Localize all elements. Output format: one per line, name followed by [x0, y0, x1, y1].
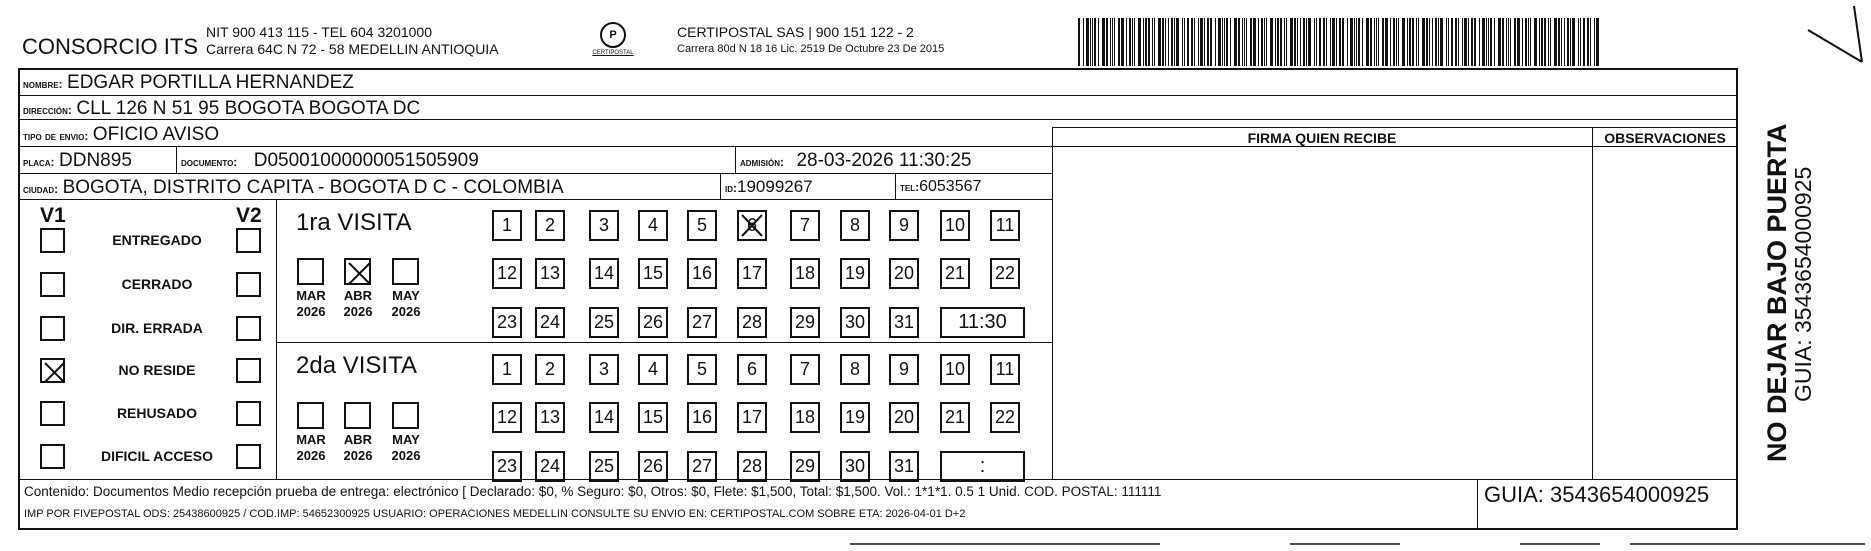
- divider: [1052, 127, 1738, 128]
- divider: [18, 173, 1052, 174]
- day-box[interactable]: 16: [687, 258, 717, 289]
- divider: [735, 146, 736, 173]
- tipo-value: OFICIO AVISO: [92, 124, 220, 145]
- status-label: CERRADO: [121, 276, 193, 292]
- divider: [895, 173, 896, 199]
- logo-text: CERTIPOSTAL: [592, 50, 634, 56]
- ciudad-row: [23, 177, 564, 199]
- contenido-text: Contenido: Documentos Medio recepción prueba de entrega: electrónico [ Declarado: $0, % Seguro: $0, Otros: $0, Flete: $1,500, Total: $1,500. Vol.: 1*1*1. 0.5 1 Unid. COD. POSTAL: 111111: [24, 484, 1162, 499]
- observaciones-header: OBSERVACIONES: [1604, 130, 1726, 146]
- v1-checkbox[interactable]: [40, 358, 65, 383]
- id-label: id:: [725, 181, 737, 195]
- day-box[interactable]: 18: [790, 258, 820, 289]
- divider: [18, 95, 1738, 96]
- day-box[interactable]: 4: [638, 210, 668, 241]
- v2-checkbox[interactable]: [236, 444, 261, 469]
- imp-text: IMP POR FIVEPOSTAL ODS: 25438600925 / COD.IMP: 54652300925 USUARIO: OPERACIONES MEDELLIN CONSULTE SU ENVIO EN: CERTIPOSTAL.COM SOBRE ETA: 2026-04-01 D+2: [24, 508, 966, 520]
- tipo-row: [23, 124, 219, 146]
- certipostal-line2: Carrera 80d N 18 16 Lic. 2519 De Octubre 23 De 2015: [677, 43, 945, 55]
- month-label: MAR 2026: [296, 288, 326, 319]
- v1-checkbox[interactable]: [40, 228, 65, 253]
- v2-checkbox[interactable]: [236, 401, 261, 426]
- day-box[interactable]: 9: [889, 354, 919, 385]
- day-box[interactable]: 31: [889, 451, 919, 482]
- day-box[interactable]: 20: [889, 402, 919, 433]
- v1-header: V1: [40, 204, 66, 227]
- month-label: MAY 2026: [391, 288, 421, 319]
- month-checkbox[interactable]: [344, 402, 371, 429]
- admision-row: [740, 150, 971, 172]
- day-box[interactable]: 10: [940, 354, 970, 385]
- day-box[interactable]: 27: [687, 307, 717, 338]
- day-box[interactable]: 24: [535, 307, 565, 338]
- divider: [18, 146, 1052, 147]
- v1-checkbox[interactable]: [40, 444, 65, 469]
- tel-label: tel:: [900, 180, 920, 194]
- v2-checkbox[interactable]: [236, 228, 261, 253]
- visit2-title: 2da VISITA: [296, 352, 417, 379]
- divider: [1052, 146, 1738, 147]
- day-box[interactable]: 26: [638, 307, 668, 338]
- day-box[interactable]: 18: [790, 402, 820, 433]
- day-box[interactable]: 1: [492, 354, 522, 385]
- tipo-label: tipo de envio:: [23, 129, 89, 143]
- day-box[interactable]: 21: [940, 258, 970, 289]
- documento-value: D05001000000051505909: [253, 150, 479, 171]
- v1-checkbox[interactable]: [40, 316, 65, 341]
- certipostal-logo-icon: P CERTIPOSTAL: [588, 22, 638, 62]
- day-box[interactable]: 19: [840, 258, 870, 289]
- month-checkbox[interactable]: [392, 258, 419, 285]
- admision-label: admisión:: [740, 155, 784, 169]
- month-label: MAY 2026: [391, 432, 421, 463]
- day-box[interactable]: 7: [790, 354, 820, 385]
- no-dejar-text: NO DEJAR BAJO PUERTA: [1762, 123, 1792, 462]
- day-box[interactable]: 17: [737, 402, 767, 433]
- divider: [18, 199, 1052, 200]
- day-box[interactable]: 2: [535, 210, 565, 241]
- month-checkbox[interactable]: [297, 258, 324, 285]
- divider: [18, 479, 1738, 480]
- status-label: REHUSADO: [116, 405, 198, 421]
- id-row: [725, 177, 813, 197]
- day-box[interactable]: 22: [990, 402, 1020, 433]
- divider: [276, 342, 1052, 343]
- day-box[interactable]: 8: [840, 210, 870, 241]
- month-label: ABR 2026: [343, 432, 373, 463]
- status-label: ENTREGADO: [112, 232, 202, 248]
- side-guia-text: GUIA: 3543654000925: [1790, 166, 1816, 402]
- day-box[interactable]: 30: [840, 307, 870, 338]
- day-box[interactable]: 2: [535, 354, 565, 385]
- day-box[interactable]: 16: [687, 402, 717, 433]
- day-box[interactable]: 22: [990, 258, 1020, 289]
- day-box[interactable]: 27: [687, 451, 717, 482]
- placa-label: placa:: [23, 155, 55, 169]
- divider: [276, 199, 277, 479]
- status-label: DIFICIL ACCESO: [100, 448, 213, 464]
- day-box[interactable]: 15: [638, 258, 668, 289]
- day-box[interactable]: 11: [990, 354, 1020, 385]
- direccion-label: dirección:: [23, 103, 72, 117]
- day-box[interactable]: 3: [589, 354, 619, 385]
- status-label: NO RESIDE: [118, 362, 196, 378]
- address-line: Carrera 64C N 72 - 58 MEDELLIN ANTIOQUIA: [206, 41, 499, 57]
- month-checkbox[interactable]: [297, 402, 324, 429]
- day-box[interactable]: 29: [790, 307, 820, 338]
- month-label: MAR 2026: [296, 432, 326, 463]
- day-box[interactable]: 13: [535, 402, 565, 433]
- nombre-label: nombre:: [23, 77, 63, 91]
- day-box[interactable]: 8: [840, 354, 870, 385]
- day-box[interactable]: 1: [492, 210, 522, 241]
- day-box[interactable]: 12: [492, 258, 522, 289]
- v2-header: V2: [236, 204, 262, 227]
- divider: [176, 146, 177, 173]
- day-box[interactable]: 3: [589, 210, 619, 241]
- id-value: 19099267: [737, 177, 813, 196]
- v2-checkbox[interactable]: [236, 316, 261, 341]
- day-box[interactable]: 6: [737, 210, 767, 241]
- certipostal-line1: CERTIPOSTAL SAS | 900 151 122 - 2: [677, 24, 914, 40]
- day-box[interactable]: 25: [589, 451, 619, 482]
- day-box[interactable]: 20: [889, 258, 919, 289]
- day-box[interactable]: 17: [737, 258, 767, 289]
- day-box[interactable]: 5: [687, 210, 717, 241]
- day-box[interactable]: 13: [535, 258, 565, 289]
- day-box[interactable]: 14: [589, 258, 619, 289]
- v2-checkbox[interactable]: [236, 272, 261, 297]
- time-box[interactable]: 11:30: [940, 307, 1025, 338]
- admision-value: 28-03-2026 11:30:25: [796, 150, 972, 171]
- documento-label: documento:: [181, 155, 238, 169]
- ciudad-value: BOGOTA, DISTRITO CAPITA - BOGOTA D C - COLOMBIA: [62, 177, 564, 198]
- day-box[interactable]: 12: [492, 402, 522, 433]
- divider: [720, 173, 721, 199]
- placa-row: [23, 150, 132, 172]
- v1-checkbox[interactable]: [40, 272, 65, 297]
- day-box[interactable]: 10: [940, 210, 970, 241]
- certipostal-info: [677, 24, 944, 58]
- handwritten-mark-icon: [1800, 0, 1871, 80]
- day-box[interactable]: 25: [589, 307, 619, 338]
- direccion-row: [23, 98, 420, 120]
- company-info: [206, 24, 499, 58]
- v2-checkbox[interactable]: [236, 358, 261, 383]
- day-box[interactable]: 6: [737, 354, 767, 385]
- day-box[interactable]: 5: [687, 354, 717, 385]
- status-label: DIR. ERRADA: [111, 320, 203, 336]
- divider: [1592, 127, 1593, 479]
- direccion-value: CLL 126 N 51 95 BOGOTA BOGOTA DC: [76, 98, 421, 119]
- firma-header: FIRMA QUIEN RECIBE: [1247, 130, 1397, 146]
- nit-line: NIT 900 413 115 - TEL 604 3201000: [206, 24, 432, 40]
- documento-row: [181, 150, 479, 172]
- placa-value: DDN895: [59, 150, 132, 171]
- v1-checkbox[interactable]: [40, 401, 65, 426]
- day-box[interactable]: 31: [889, 307, 919, 338]
- month-checkbox[interactable]: [392, 402, 419, 429]
- month-checkbox[interactable]: [344, 258, 371, 285]
- day-box[interactable]: 4: [638, 354, 668, 385]
- day-box[interactable]: 11: [990, 210, 1020, 241]
- day-box[interactable]: 23: [492, 451, 522, 482]
- nombre-value: EDGAR PORTILLA HERNANDEZ: [67, 72, 354, 93]
- nombre-row: [23, 72, 354, 94]
- day-box[interactable]: 19: [840, 402, 870, 433]
- day-box[interactable]: 21: [940, 402, 970, 433]
- company-name: CONSORCIO ITS: [22, 34, 199, 59]
- divider: [1052, 127, 1053, 479]
- time-box[interactable]: :: [940, 451, 1025, 482]
- day-box[interactable]: 7: [790, 210, 820, 241]
- tel-row: [900, 178, 981, 196]
- day-box[interactable]: 30: [840, 451, 870, 482]
- day-box[interactable]: 14: [589, 402, 619, 433]
- ciudad-label: ciudad:: [23, 182, 59, 196]
- day-box[interactable]: 24: [535, 451, 565, 482]
- month-label: ABR 2026: [343, 288, 373, 319]
- day-box[interactable]: 26: [638, 451, 668, 482]
- day-box[interactable]: 28: [737, 451, 767, 482]
- barcode-icon: [1078, 18, 1606, 66]
- day-box[interactable]: 9: [889, 210, 919, 241]
- guia-number: GUIA: 3543654000925: [1484, 482, 1710, 507]
- scan-lines-icon: [840, 540, 1871, 550]
- day-box[interactable]: 29: [790, 451, 820, 482]
- day-box[interactable]: 15: [638, 402, 668, 433]
- day-box[interactable]: 23: [492, 307, 522, 338]
- divider: [1477, 479, 1478, 530]
- tel-value: 6053567: [919, 178, 982, 195]
- visit1-title: 1ra VISITA: [296, 209, 412, 236]
- day-box[interactable]: 28: [737, 307, 767, 338]
